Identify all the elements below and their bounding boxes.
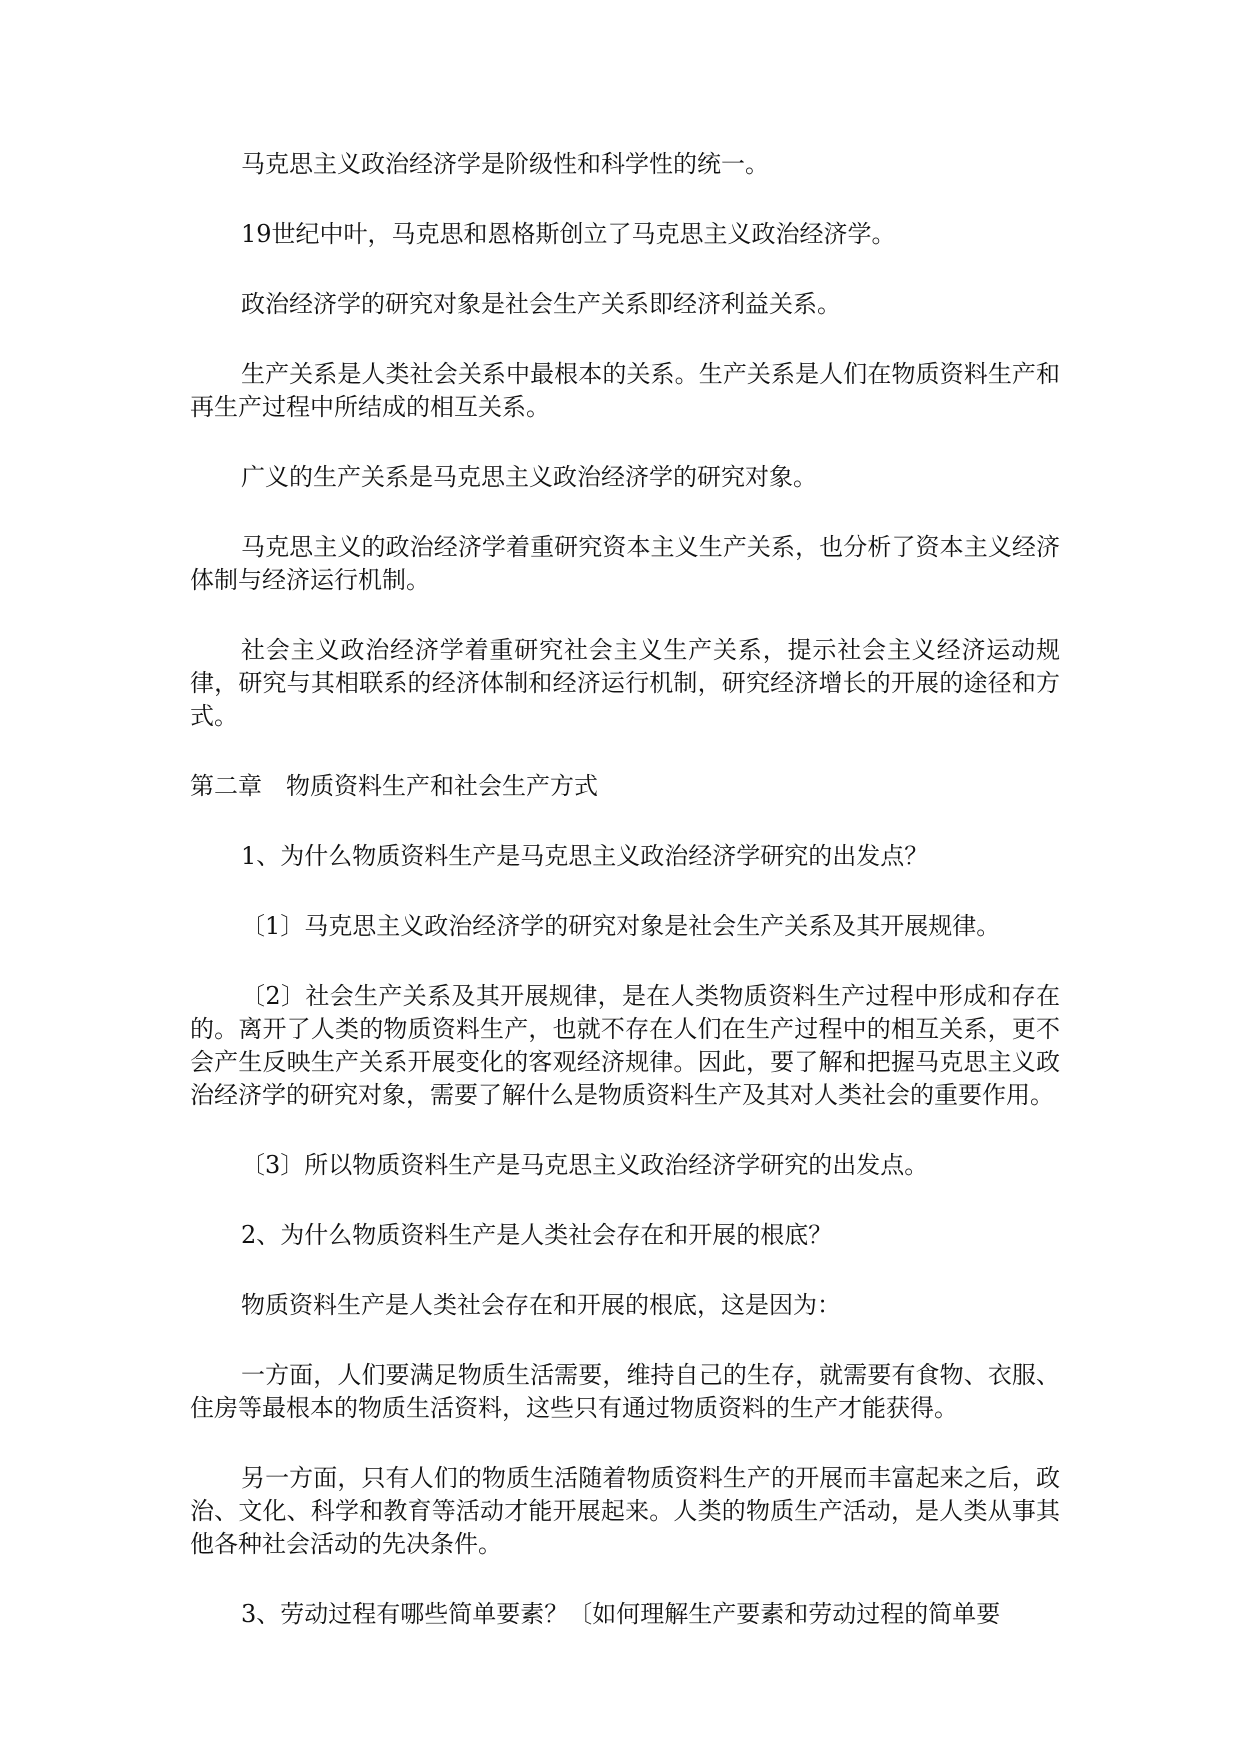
paragraph-gap bbox=[190, 733, 1060, 770]
paragraph: 马克思主义的政治经济学着重研究资本主义生产关系，也分析了资本主义经济体制与经济运行机制。 bbox=[190, 533, 1060, 594]
paragraph: 物质资料生产是人类社会存在和开展的根底，这是因为： bbox=[241, 1291, 841, 1319]
question-heading: 1、为什么物质资料生产是马克思主义政治经济学研究的出发点？ bbox=[241, 842, 929, 870]
paragraph-gap bbox=[190, 1112, 1060, 1149]
paragraph-gap bbox=[190, 181, 1060, 218]
paragraph-gap bbox=[190, 424, 1060, 461]
paragraph-gap bbox=[190, 251, 1060, 288]
paragraph-gap bbox=[190, 1561, 1060, 1598]
paragraph-gap bbox=[190, 803, 1060, 840]
paragraph-gap bbox=[190, 1252, 1060, 1289]
question-heading: 3、劳动过程有哪些简单要素？〔如何理解生产要素和劳动过程的简单要 bbox=[241, 1600, 1001, 1628]
paragraph: 另一方面，只有人们的物质生活随着物质资料生产的开展而丰富起来之后，政治、文化、科学和教育等活动才能开展起来。人类的物质生产活动，是人类从事其他各种社会活动的先决条件。 bbox=[190, 1464, 1060, 1558]
paragraph: 马克思主义政治经济学是阶级性和科学性的统一。 bbox=[241, 150, 769, 178]
paragraph-gap bbox=[190, 943, 1060, 980]
paragraph-gap bbox=[190, 494, 1060, 531]
document-body bbox=[190, 148, 1060, 1631]
paragraph: 〔1〕马克思主义政治经济学的研究对象是社会生产关系及其开展规律。 bbox=[241, 912, 1001, 940]
paragraph: 一方面，人们要满足物质生活需要，维持自己的生存，就需要有食物、衣服、住房等最根本的物质生活资料，这些只有通过物质资料的生产才能获得。 bbox=[190, 1361, 1060, 1422]
paragraph: 政治经济学的研究对象是社会生产关系即经济利益关系。 bbox=[241, 290, 841, 318]
question-heading: 2、为什么物质资料生产是人类社会存在和开展的根底？ bbox=[241, 1221, 833, 1249]
paragraph: 〔2〕社会生产关系及其开展规律，是在人类物质资料生产过程中形成和存在的。离开了人类的物质资料生产，也就不存在人们在生产过程中的相互关系，更不会产生反映生产关系开展变化的客观经济规律。因此，要了解和把握马克思主义政治经济学的研究对象，需要了解什么是物质资料生产及其对人类社会的重要作用。 bbox=[190, 982, 1060, 1109]
paragraph-gap bbox=[190, 873, 1060, 910]
paragraph-gap bbox=[190, 597, 1060, 634]
paragraph-gap bbox=[190, 1322, 1060, 1359]
paragraph: 社会主义政治经济学着重研究社会主义生产关系，提示社会主义经济运动规律，研究与其相联系的经济体制和经济运行机制，研究经济增长的开展的途径和方式。 bbox=[190, 636, 1060, 730]
paragraph-gap bbox=[190, 321, 1060, 358]
paragraph: 19世纪中叶，马克思和恩格斯创立了马克思主义政治经济学。 bbox=[241, 220, 896, 248]
paragraph: 生产关系是人类社会关系中最根本的关系。生产关系是人们在物质资料生产和再生产过程中所结成的相互关系。 bbox=[190, 360, 1060, 421]
paragraph: 广义的生产关系是马克思主义政治经济学的研究对象。 bbox=[241, 463, 817, 491]
chapter-heading: 第二章 物质资料生产和社会生产方式 bbox=[190, 772, 598, 800]
paragraph: 〔3〕所以物质资料生产是马克思主义政治经济学研究的出发点。 bbox=[241, 1151, 929, 1179]
paragraph-gap bbox=[190, 1182, 1060, 1219]
paragraph-gap bbox=[190, 1425, 1060, 1462]
